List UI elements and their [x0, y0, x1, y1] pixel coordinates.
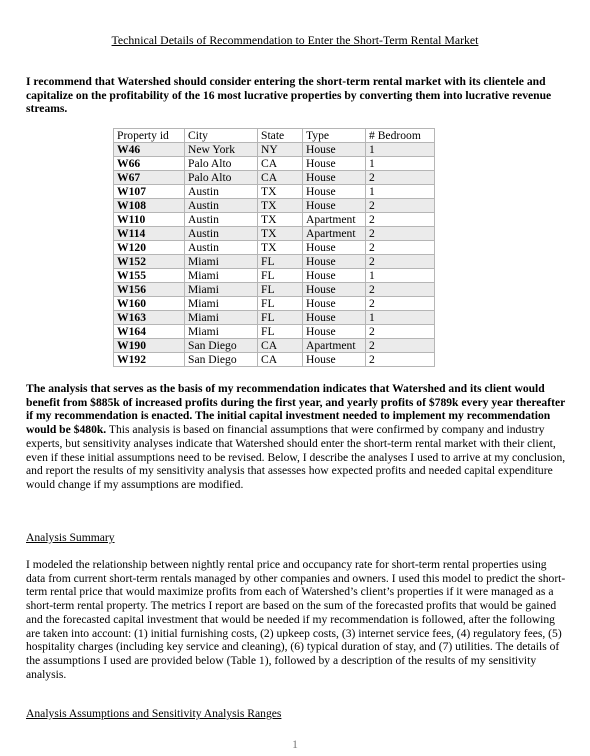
cell-type: House	[303, 157, 366, 171]
cell-bedrooms: 1	[366, 143, 435, 157]
analysis-bold-text: The analysis that serves as the basis of my recommendation indicates that Watershed and its client would benefit from $885k of increased profits during the first year, and yearly profits of $789k every year thereafter if my recommendation is enacted. The initial capital investment needed to implement my recommendation would be $480k.	[26, 382, 566, 437]
properties-table	[113, 128, 435, 367]
cell-city: Austin	[185, 241, 258, 255]
table-row	[114, 213, 435, 227]
table-row	[114, 143, 435, 157]
table-row	[114, 339, 435, 353]
cell-type: House	[303, 255, 366, 269]
analysis-summary-heading: Analysis Summary	[26, 531, 115, 544]
cell-bedrooms: 2	[366, 339, 435, 353]
cell-property-id: W67	[114, 171, 185, 185]
cell-property-id: W114	[114, 227, 185, 241]
cell-property-id: W192	[114, 353, 185, 367]
header-type: Type	[303, 129, 366, 143]
cell-type: House	[303, 185, 366, 199]
document-title: Technical Details of Recommendation to Enter the Short-Term Rental Market	[111, 33, 479, 47]
cell-type: House	[303, 325, 366, 339]
cell-type: House	[303, 283, 366, 297]
cell-property-id: W108	[114, 199, 185, 213]
cell-state: TX	[258, 213, 303, 227]
cell-city: Austin	[185, 185, 258, 199]
cell-bedrooms: 1	[366, 185, 435, 199]
cell-type: House	[303, 241, 366, 255]
cell-state: FL	[258, 283, 303, 297]
cell-bedrooms: 1	[366, 269, 435, 283]
header-property-id: Property id	[114, 129, 185, 143]
cell-city: Palo Alto	[185, 157, 258, 171]
cell-type: Apartment	[303, 227, 366, 241]
cell-state: TX	[258, 185, 303, 199]
table-row	[114, 157, 435, 171]
page-number: 1	[292, 738, 298, 751]
cell-city: Austin	[185, 227, 258, 241]
table-row	[114, 255, 435, 269]
cell-city: Austin	[185, 213, 258, 227]
cell-state: FL	[258, 297, 303, 311]
cell-city: Miami	[185, 283, 258, 297]
header-state: State	[258, 129, 303, 143]
header-bedroom: # Bedroom	[366, 129, 435, 143]
cell-city: Miami	[185, 311, 258, 325]
cell-type: House	[303, 143, 366, 157]
cell-bedrooms: 1	[366, 157, 435, 171]
cell-property-id: W190	[114, 339, 185, 353]
intro-paragraph: I recommend that Watershed should consider entering the short-term rental market with its clientele and capitalize on the profitability of the 16 most lucrative properties by converting them into lucrative revenue streams.	[26, 75, 552, 116]
cell-city: Miami	[185, 269, 258, 283]
table-row	[114, 227, 435, 241]
cell-state: CA	[258, 339, 303, 353]
table-row	[114, 171, 435, 185]
cell-bedrooms: 1	[366, 311, 435, 325]
cell-bedrooms: 2	[366, 283, 435, 297]
cell-bedrooms: 2	[366, 297, 435, 311]
cell-bedrooms: 2	[366, 325, 435, 339]
cell-bedrooms: 2	[366, 255, 435, 269]
cell-property-id: W107	[114, 185, 185, 199]
cell-city: Palo Alto	[185, 171, 258, 185]
cell-state: CA	[258, 171, 303, 185]
cell-bedrooms: 2	[366, 241, 435, 255]
cell-type: House	[303, 311, 366, 325]
cell-property-id: W155	[114, 269, 185, 283]
cell-city: Miami	[185, 255, 258, 269]
table-row	[114, 283, 435, 297]
cell-state: NY	[258, 143, 303, 157]
cell-property-id: W66	[114, 157, 185, 171]
summary-paragraph: I modeled the relationship between nightly rental price and occupancy rate for short-term rental properties using data from current short-term rentals managed by other companies and owners. I used this model to predict the short-term rental price that would maximize profits from each of Watershed’s client’s properties if it were managed as a short-term rental property. The metrics I report are based on the sum of the forecasted profits that would be gained and the forecasted capital investment that would be needed if my recommendation is followed, after the following are taken into account: (1) initial furnishing costs, (2) upkeep costs, (3) internet service fees, (4) regulatory fees, (5) hospitality charges (including key service and cleaning), (6) typical duration of stay, and (7) utilities. The details of the assumptions I used are provided below (Table 1), followed by a description of the results of my sensitivity analysis.	[26, 558, 566, 681]
cell-property-id: W156	[114, 283, 185, 297]
cell-type: House	[303, 171, 366, 185]
cell-state: TX	[258, 199, 303, 213]
table-row	[114, 199, 435, 213]
cell-bedrooms: 2	[366, 171, 435, 185]
cell-property-id: W163	[114, 311, 185, 325]
cell-state: CA	[258, 157, 303, 171]
cell-state: CA	[258, 353, 303, 367]
cell-bedrooms: 2	[366, 227, 435, 241]
table-row	[114, 297, 435, 311]
cell-city: Austin	[185, 199, 258, 213]
assumptions-heading: Analysis Assumptions and Sensitivity Analysis Ranges	[26, 707, 282, 720]
table-row	[114, 353, 435, 367]
cell-state: TX	[258, 227, 303, 241]
analysis-paragraph	[26, 382, 566, 492]
table-header-row	[114, 129, 435, 143]
cell-property-id: W160	[114, 297, 185, 311]
analysis-text: This analysis is based on financial assumptions that were confirmed by company and industry experts, but sensitivity analyses indicate that Watershed should enter the short-term rental market with their client, even if these initial assumptions need to be revised. Below, I describe the analyses I used to arrive at my conclusion, and report the results of my sensitivity analysis that assesses how expected profits and needed capital expenditure would change if my assumptions are modified.	[26, 423, 566, 491]
header-city: City	[185, 129, 258, 143]
table-body	[114, 143, 435, 367]
cell-city: San Diego	[185, 353, 258, 367]
cell-property-id: W120	[114, 241, 185, 255]
table-row	[114, 325, 435, 339]
cell-type: House	[303, 353, 366, 367]
table-row	[114, 269, 435, 283]
cell-type: Apartment	[303, 339, 366, 353]
cell-type: House	[303, 269, 366, 283]
cell-bedrooms: 2	[366, 199, 435, 213]
cell-bedrooms: 2	[366, 353, 435, 367]
table-row	[114, 241, 435, 255]
cell-state: FL	[258, 311, 303, 325]
cell-state: TX	[258, 241, 303, 255]
cell-property-id: W46	[114, 143, 185, 157]
cell-property-id: W164	[114, 325, 185, 339]
cell-city: San Diego	[185, 339, 258, 353]
cell-city: New York	[185, 143, 258, 157]
table-row	[114, 311, 435, 325]
cell-type: House	[303, 297, 366, 311]
cell-bedrooms: 2	[366, 213, 435, 227]
table-row	[114, 185, 435, 199]
cell-city: Miami	[185, 325, 258, 339]
cell-city: Miami	[185, 297, 258, 311]
cell-property-id: W152	[114, 255, 185, 269]
cell-state: FL	[258, 269, 303, 283]
cell-type: Apartment	[303, 213, 366, 227]
cell-state: FL	[258, 325, 303, 339]
cell-property-id: W110	[114, 213, 185, 227]
cell-state: FL	[258, 255, 303, 269]
cell-type: House	[303, 199, 366, 213]
